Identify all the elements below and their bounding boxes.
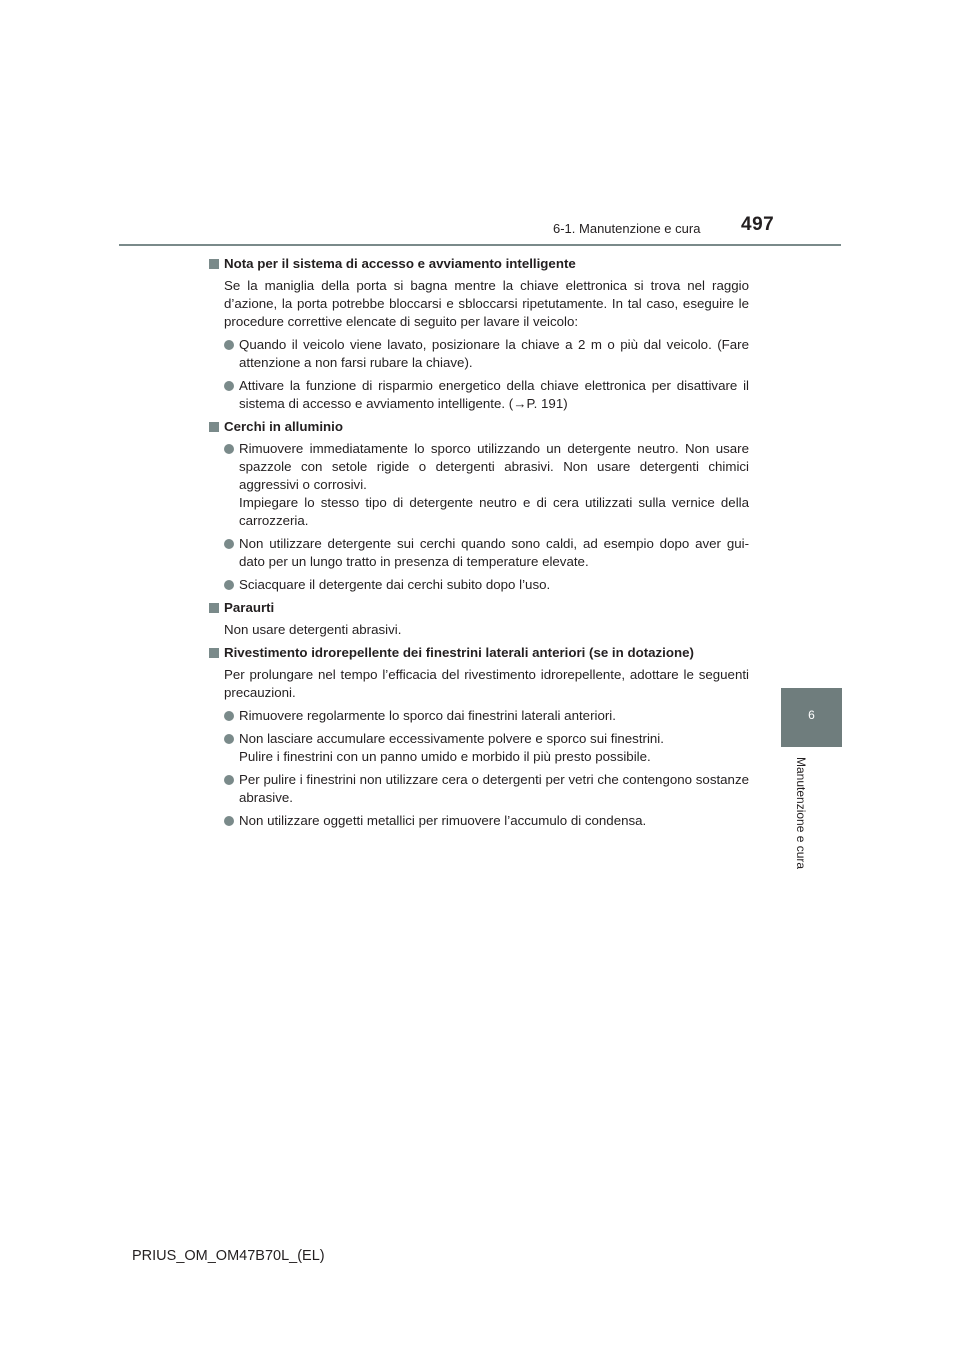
square-bullet-icon [209,259,219,269]
section-paragraph: Non usare detergenti abrasivi. [224,622,402,637]
section [209,255,749,413]
chapter-tab-number: 6 [808,708,815,722]
section-heading-text: Cerchi in alluminio [224,419,343,434]
section-heading [209,255,749,273]
list-item-text: Per pulire i finestrini non utilizzare cera o detergenti per vetri che contengono sostanze abrasive. [239,772,749,805]
section [209,644,749,830]
round-bullet-icon [224,816,234,826]
list-item [209,535,749,571]
list-item-text: Pulire i finestrini con un panno umido e morbido il più presto possibile. [239,749,651,764]
round-bullet-icon [224,711,234,721]
list-item [209,707,749,725]
round-bullet-icon [224,580,234,590]
list-item-text: Sciacquare il detergente dai cerchi subito dopo l’uso. [239,577,551,592]
section-heading [209,599,749,617]
list-item-text: Rimuovere immediatamente lo sporco utilizzando un detergente neutro. Non usare spazzole con setole rigide o detergenti abrasivi. Non usare detergenti chimici aggressivi o corrosivi. [239,441,749,492]
round-bullet-icon [224,381,234,391]
section-heading-text: Rivestimento idrorepellente dei finestrini laterali anteriori (se in dotazione) [224,645,694,660]
section-paragraph: Per prolungare nel tempo l’efficacia del rivestimento idrorepellente, adottare le seguenti precauzioni. [224,667,749,700]
section-heading-text: Nota per il sistema di accesso e avviamento intelligente [224,256,576,271]
square-bullet-icon [209,422,219,432]
square-bullet-icon [209,648,219,658]
section [209,418,749,594]
square-bullet-icon [209,603,219,613]
footer-doc-code: PRIUS_OM_OM47B70L_(EL) [132,1248,325,1264]
section [209,599,749,639]
header-divider [119,244,841,246]
list-item-text: Non utilizzare detergente sui cerchi quando sono caldi, ad esempio dopo aver gui-dato per un lungo tratto in presenza di temperature elevate. [239,536,749,569]
section-heading-text: Paraurti [224,600,275,615]
round-bullet-icon [224,734,234,744]
list-item [209,440,749,530]
list-item-text: Non lasciare accumulare eccessivamente polvere e sporco sui finestrini. [239,731,664,746]
page-number: 497 [741,214,775,235]
chapter-tab-label: Manutenzione e cura [794,757,808,870]
round-bullet-icon [224,444,234,454]
list-item-text: Impiegare lo stesso tipo di detergente neutro e di cera utilizzati sulla vernice della carrozzeria. [239,495,749,528]
header-section-title: 6-1. Manutenzione e cura [553,221,701,236]
list-item [209,336,749,372]
section-heading [209,418,749,436]
chapter-tab [781,688,842,747]
list-item [209,377,749,413]
list-item-text: Non utilizzare oggetti metallici per rimuovere l’accumulo di condensa. [239,813,647,828]
list-item-text: Rimuovere regolarmente lo sporco dai finestrini laterali anteriori. [239,708,616,723]
list-item [209,771,749,807]
section-heading [209,644,749,662]
list-item [209,576,749,594]
list-item [209,812,749,830]
list-item-text: Quando il veicolo viene lavato, posizionare la chiave a 2 m o più dal veicolo. (Fare attenzione a non farsi rubare la chiave). [239,337,749,370]
page-content [209,255,749,835]
round-bullet-icon [224,539,234,549]
section-paragraph: Se la maniglia della porta si bagna mentre la chiave elettronica si trova nel raggio d’azione, la porta potrebbe bloccarsi e sbloccarsi ripetutamente. In tal caso, eseguire le procedure correttive elencate di seguito per lavare il veicolo: [224,278,749,329]
list-item [209,730,749,766]
round-bullet-icon [224,340,234,350]
list-item-text: Attivare la funzione di risparmio energetico della chiave elettronica per disattivare il sistema di accesso e avviamento intelligente. (→P. 191) [239,378,749,411]
round-bullet-icon [224,775,234,785]
